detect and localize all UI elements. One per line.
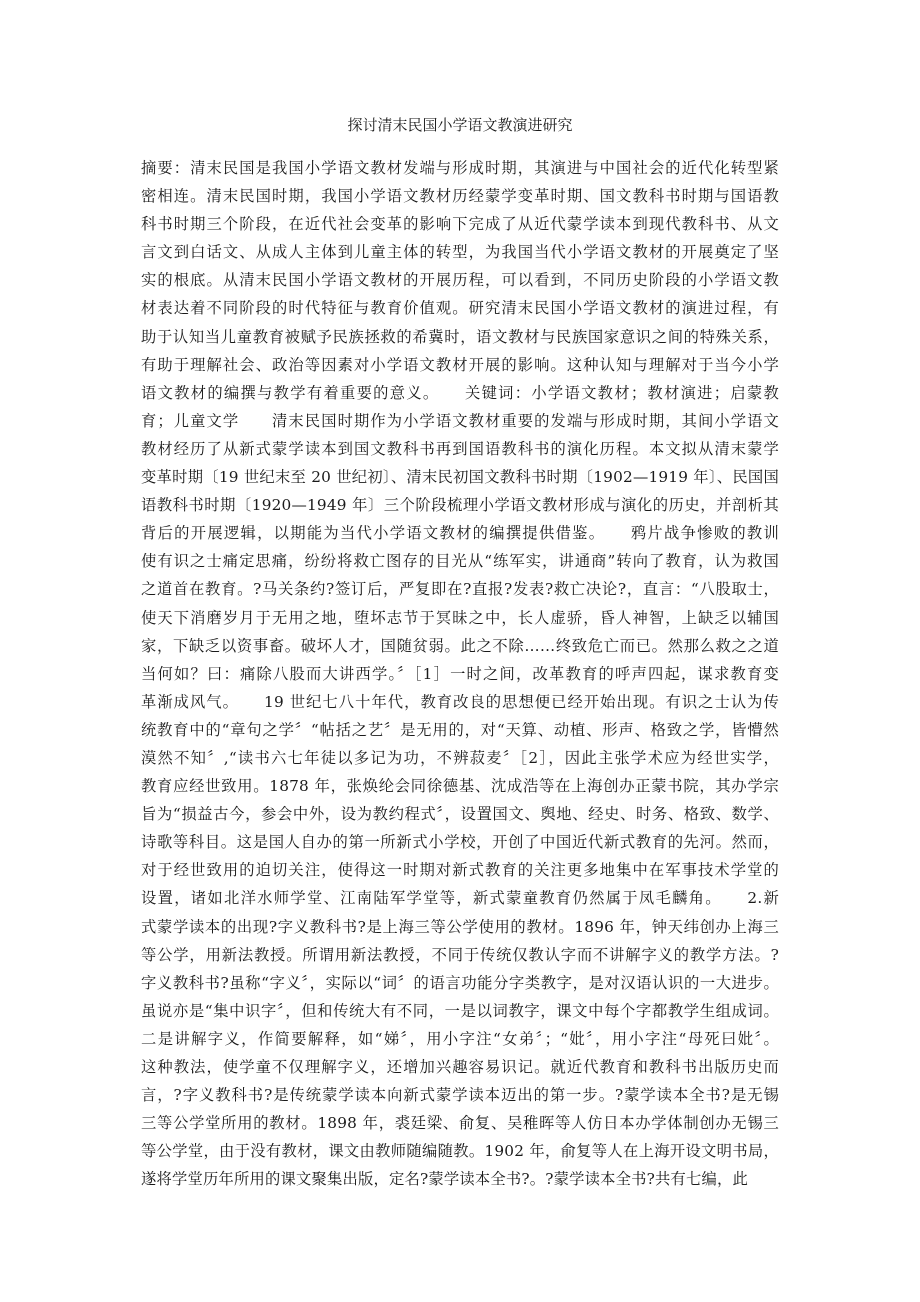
- body-text-line: 变革时期〔19 世纪末至 20 世纪初〕、清末民初国文教科书时期〔1902—1919 年〕、民国国: [141, 468, 779, 487]
- body-text-line: 材表达着不同阶段的时代特征与教育价值观。研究清末民国小学语文教材的演进过程，有: [141, 299, 779, 318]
- body-text-line: 使天下消磨岁月于无用之地，堕坏志节于冥昧之中，长人虚骄，昏人神智，上缺乏以辅国: [141, 608, 779, 627]
- body-text-line: 统教育中的“章句之学〞“帖括之艺〞是无用的，对“天算、动植、形声、格致之学，皆懵然: [141, 720, 779, 739]
- document-body: [141, 154, 779, 1193]
- body-text-line: 实的根底。从清末民国小学语文教材的开展历程，可以看到，不同历史阶段的小学语文教: [141, 271, 779, 290]
- body-text-line: 对于经世致用的迫切关注，使得这一时期对新式教育的关注更多地集中在军事技术学堂的: [141, 861, 779, 880]
- document-title: 探讨清末民国小学语文教演进研究: [347, 116, 573, 134]
- body-text-line: 二是讲解字义，作简要解释，如“娣〞，用小字注“女弟〞；“妣〞，用小字注“母死曰妣〞。: [141, 1029, 779, 1048]
- body-text-line: 漠然不知〞,“读书六七年徒以多记为功，不辨菽麦〞［2］，因此主张学术应为经世实学，: [141, 748, 779, 767]
- body-text-line: 助于认知当儿童教育被赋予民族拯救的希冀时，语文教材与民族国家意识之间的特殊关系，: [141, 327, 779, 346]
- body-text-line: 摘要：清末民国是我国小学语文教材发端与形成时期，其演进与中国社会的近代化转型紧: [141, 159, 779, 177]
- body-text-line: 密相连。清末民国时期，我国小学语文教材历经蒙学变革时期、国文教科书时期与国语教: [141, 187, 779, 206]
- body-text-line: 遂将学堂历年所用的课文聚集出版，定名?蒙学读本全书?。?蒙学读本全书?共有七编，此: [141, 1170, 748, 1189]
- body-text-line: 这种教法，使学童不仅理解字义，还增加兴趣容易识记。就近代教育和教科书出版历史而: [141, 1058, 779, 1076]
- body-text-line: 当何如？曰：痛除八股而大讲西学。〞［1］一时之间，改革教育的呼声四起，谋求教育变: [141, 664, 779, 683]
- body-text-line: 有助于理解社会、政治等因素对小学语文教材开展的影响。这种认知与理解对于当今小学: [141, 355, 779, 374]
- body-text-line: 育；儿童文学 清末民国时期作为小学语文教材重要的发端与形成时期，其间小学语文: [141, 411, 779, 430]
- body-text-line: 教育应经世致用。1878 年，张焕纶会同徐德基、沈成浩等在上海创办正蒙书院，其办学宗: [141, 777, 779, 796]
- body-text-line: 语文教材的编撰与教学有着重要的意义。 关键词：小学语文教材；教材演进；启蒙教: [141, 383, 779, 402]
- body-text-line: 等公学，用新法教授。所谓用新法教授，不同于传统仅教认字而不讲解字义的教学方法。?: [141, 945, 779, 964]
- body-text-line: 科书时期三个阶段，在近代社会变革的影响下完成了从近代蒙学读本到现代教科书、从文: [141, 215, 779, 234]
- body-text-line: 家，下缺乏以资事畜。破坏人才，国随贫弱。此之不除……终致危亡而已。然那么救之之道: [141, 636, 779, 655]
- body-text-line: 旨为“损益古今，参会中外，设为教约程式〞，设置国文、舆地、经史、时务、格致、数学、: [141, 805, 779, 824]
- body-text-line: 等公学堂，由于没有教材，课文由教师随编随教。1902 年，俞复等人在上海开设文明书局，: [141, 1142, 779, 1161]
- body-text-line: 字义教科书?虽称“字义〞，实际以“词〞的语言功能分字类教字，是对汉语认识的一大进步。: [141, 973, 779, 992]
- body-text-line: 之道首在教育。?马关条约?签订后，严复即在?直报?发表?救亡决论?，直言：“八股取士，: [141, 580, 779, 599]
- body-text-line: 诗歌等科目。这是国人自办的第一所新式小学校，开创了中国近代新式教育的先河。然而，: [141, 833, 779, 852]
- body-text-line: 虽说亦是“集中识字〞，但和传统大有不同，一是以词教字，课文中每个字都教学生组成词。: [141, 1001, 779, 1020]
- body-text-line: 言文到白话文、从成人主体到儿童主体的转型，为我国当代小学语文教材的开展奠定了坚: [141, 243, 779, 262]
- body-text-line: 革渐成风气。 19 世纪七八十年代，教育改良的思想便已经开始出现。有识之士认为传: [141, 692, 779, 711]
- body-text-line: 背后的开展逻辑，以期能为当代小学语文教材的编撰提供借鉴。 鸦片战争惨败的教训: [141, 524, 779, 543]
- body-text-line: 设置，诸如北洋水师学堂、江南陆军学堂等，新式蒙童教育仍然属于凤毛麟角。 2.新: [141, 889, 779, 908]
- body-text-line: 教材经历了从新式蒙学读本到国文教科书再到国语教科书的演化历程。本文拟从清末蒙学: [141, 439, 779, 458]
- body-text-line: 语教科书时期〔1920—1949 年〕三个阶段梳理小学语文教材形成与演化的历史，并剖析其: [141, 496, 779, 515]
- body-text-line: 言，?字义教科书?是传统蒙学读本向新式蒙学读本迈出的第一步。?蒙学读本全书?是无锡: [141, 1086, 779, 1105]
- body-text-line: 使有识之士痛定思痛，纷纷将救亡图存的目光从“练军实，讲通商”转向了教育，认为救国: [141, 552, 779, 571]
- body-text-line: 式蒙学读本的出现?字义教科书?是上海三等公学使用的教材。1896 年，钟天纬创办上海三: [141, 917, 779, 936]
- body-text-line: 三等公学堂所用的教材。1898 年，裘廷梁、俞复、吴稚晖等人仿日本办学体制创办无锡三: [141, 1114, 779, 1133]
